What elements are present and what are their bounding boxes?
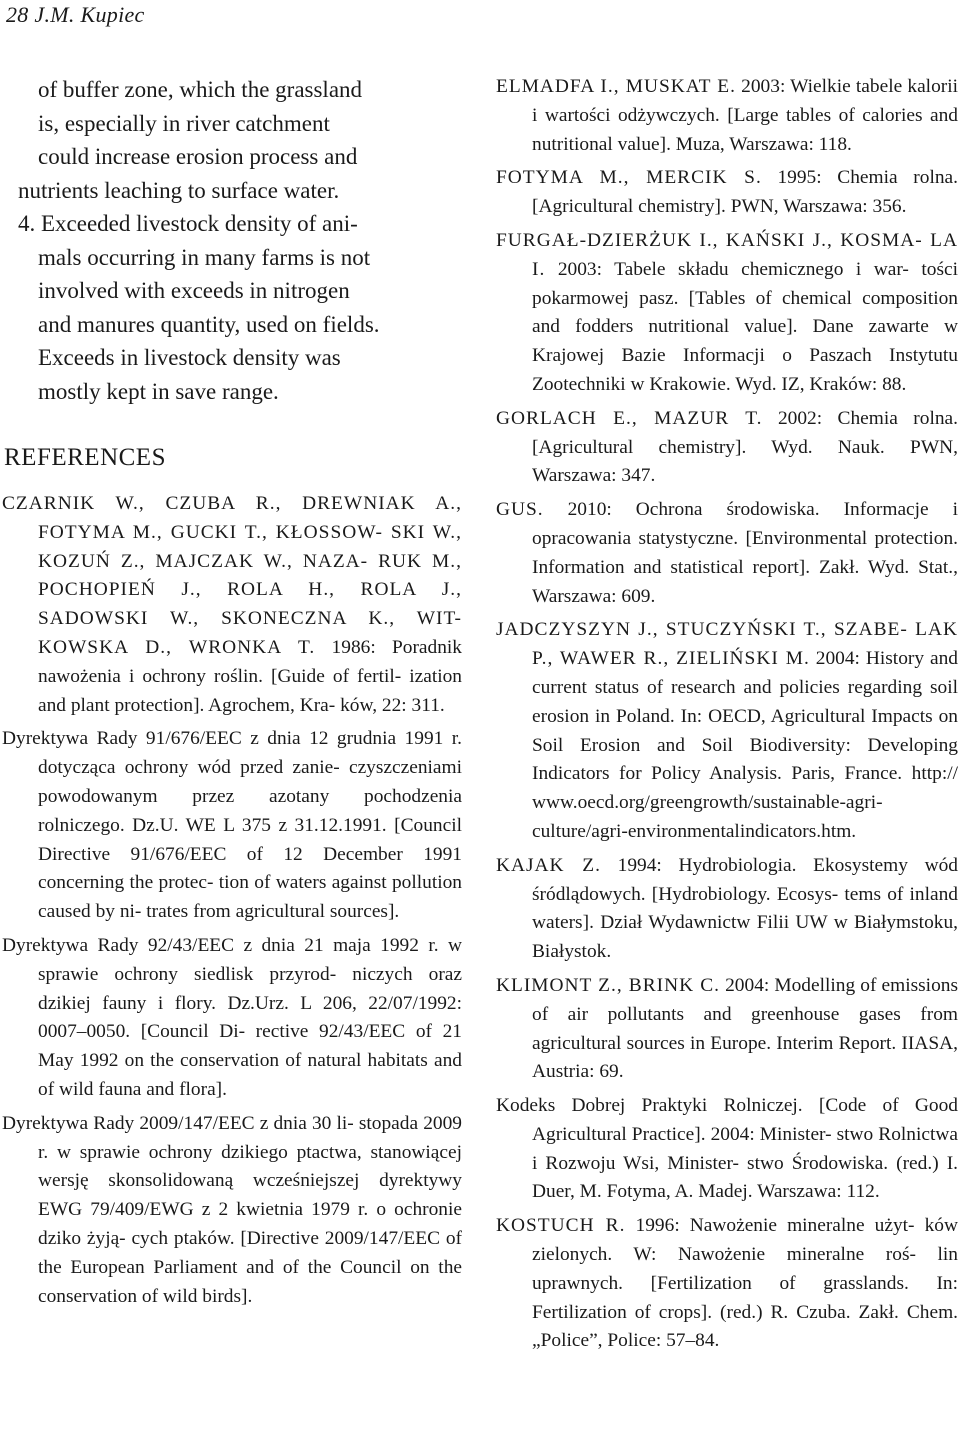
reference-authors: JADCZYSZYN J., STUCZYŃSKI T., SZABE- LAK P., WAWER R., ZIELIŃSKI M. xyxy=(496,619,958,670)
reference-entry xyxy=(2,490,462,720)
reference-text: 1986: Poradnik nawożenia i ochrony roślin. [Guide of fertil- ization and plant protection]. Agrochem, Kra- ków, 22: 311. xyxy=(38,636,462,716)
reference-text: Dyrektywa Rady 2009/147/EEC z dnia 30 li- stopada 2009 r. w sprawie ochrony dzikiego ptactwa, stanowiącej wersję skonsolidowaną wcześniejszej dyrektywy EWG 79/409/EWG z 2 kwietnia 1979 r. o ochronie dziko żyją- cych ptaków. [Directive 2009/147/EEC of the European Parliament and of the Council on the conservation of wild birds]. xyxy=(2,1112,462,1307)
reference-entry xyxy=(496,496,958,611)
reference-entry xyxy=(2,932,462,1105)
reference-text: 1995: Chemia rolna. [Agricultural chemistry]. PWN, Warszawa: 356. xyxy=(532,167,958,218)
reference-text: 2003: Wielkie tabele kalorii i wartości odżywczych. [Large tables of calories and nutritional value]. Muza, Warszawa: 118. xyxy=(532,76,958,155)
reference-authors: FURGAŁ-DZIERŻUK I., KAŃSKI J., KOSMA- LA I. xyxy=(496,229,958,280)
reference-authors: GORLACH E., MAZUR T. xyxy=(496,407,763,429)
reference-text: 2010: Ochrona środowiska. Informacje i opracowania statystyczne. [Environmental protection. Information and statistical report]. Zakł. Wyd. Stat., Warszawa: 609. xyxy=(532,499,958,607)
reference-entry xyxy=(2,1110,462,1312)
reference-text: Dyrektywa Rady 91/676/EEC z dnia 12 grudnia 1991 r. dotycząca ochrony wód przed zanie- czyszczeniami powodowanym przez azotany pochodzenia rolniczego. Dz.U. WE L 375 z 31.12.1991. [Council Directive 91/676/EEC of 12 December 1991 concerning the protec- tion of waters against pollution caused by ni- trates from agricultural sources]. xyxy=(2,728,462,923)
reference-text: 2004: History and current status of research and policies regarding soil erosion in Poland. In: OECD, Agricultural Impacts on Soil Erosion and Soil Biodiversity: Developing Indicators for Policy Analysis. Paris, France. http:// www.oecd.org/greengrowth/sustainable-agri- culture/agri-environmentalindicators.htm. xyxy=(532,648,958,842)
reference-list-left xyxy=(0,490,470,1311)
reference-text: 2003: Tabele składu chemicznego i war- tości pokarmowej pasz. [Tables of chemical composition and fodders nutritional value]. Dane zawarte w Krajowej Bazie Informacji o Paszach Instytutu Zootechniki w Krakowie. Wyd. IZ, Kraków: 88. xyxy=(532,258,958,395)
text-line: mals occurring in many farms is not xyxy=(38,244,371,270)
reference-entry xyxy=(496,164,958,222)
text-line: is, especially in river catchment xyxy=(38,110,330,136)
reference-entry xyxy=(496,405,958,491)
reference-entry xyxy=(2,725,462,927)
reference-text: Kodeks Dobrej Praktyki Rolniczej. [Code of Good Agricultural Practice]. 2004: Minister- stwo Rolnictwa i Rozwoju Wsi, Minister- stwo Środowiska. (red.) I. Duer, M. Fotyma, A. Madej. Warszawa: 112. xyxy=(496,1095,958,1203)
references-heading: REFERENCES xyxy=(4,444,166,471)
left-column xyxy=(0,73,470,1316)
reference-entry xyxy=(496,852,958,967)
reference-entry xyxy=(496,616,958,846)
conclusion-text xyxy=(0,73,462,408)
text-line: of buffer zone, which the grassland xyxy=(38,77,363,102)
reference-entry xyxy=(496,73,958,159)
reference-list-right xyxy=(496,73,958,1356)
text-line: nutrients leaching to surface water. xyxy=(18,177,340,203)
text-line: could increase erosion process and xyxy=(38,144,358,169)
text-line: involved with exceeds in nitrogen xyxy=(38,278,350,303)
reference-entry xyxy=(496,1092,958,1207)
text-line: Exceeds in livestock density was xyxy=(38,345,341,370)
reference-text: 2004: Modelling of emissions of air pollutants and greenhouse gases from agricultural sources in Europe. Interim Report. IIASA, Austria: 69. xyxy=(532,974,959,1083)
reference-entry xyxy=(496,972,958,1087)
reference-authors: FOTYMA M., MERCIK S. xyxy=(496,167,762,189)
reference-text: 1994: Hydrobiologia. Ekosystemy wód śródlądowych. [Hydrobiology. Ecosys- tems of inland waters]. Dział Wydawnictw Filii UW w Białymstoku, Białystok. xyxy=(532,854,958,963)
reference-entry xyxy=(496,1212,958,1356)
reference-authors: CZARNIK W., CZUBA R., DREWNIAK A., FOTYMA M., GUCKI T., KŁOSSOW- SKI W., KOZUŃ Z., MAJCZAK W., NAZA- RUK M., POCHOPIEŃ J., ROLA H., ROLA J., SADOWSKI W., SKONECZNA K., WIT- KOWSKA D., WRONKA T. xyxy=(2,493,462,658)
text-line: mostly kept in save range. xyxy=(38,378,279,404)
reference-authors: KLIMONT Z., BRINK C. xyxy=(496,974,720,996)
text-line: and manures quantity, used on fields. xyxy=(38,311,380,337)
reference-text: 1996: Nawożenie mineralne użyt- ków zielonych. W: Nawożenie mineralne roś- lin uprawnych. [Fertilization of grasslands. In: Fertilization of crops]. (red.) R. Czuba. Zakł. Chem. „Police”, Police: 57–84. xyxy=(532,1215,958,1352)
reference-text: 2002: Chemia rolna. [Agricultural chemistry]. Wyd. Nauk. PWN, Warszawa: 347. xyxy=(532,407,958,487)
reference-authors: ELMADFA I., MUSKAT E. xyxy=(496,76,736,97)
reference-authors: KAJAK Z. xyxy=(496,854,601,876)
reference-authors: GUS. xyxy=(496,499,544,521)
reference-authors: KOSTUCH R. xyxy=(496,1215,626,1237)
reference-text: Dyrektywa Rady 92/43/EEC z dnia 21 maja 1992 r. w sprawie ochrony siedlisk przyrod- niczych oraz dzikiej fauny i flory. Dz.Urz. L 206, 22/07/1992: 0007–0050. [Council Di- rective 92/43/EEC of 21 May 1992 on the conservation of natural habitats and of wild fauna and flora]. xyxy=(2,934,462,1100)
text-line: 4. Exceeded livestock density of ani- xyxy=(18,211,358,236)
running-head: 28 J.M. Kupiec xyxy=(6,2,145,27)
right-column xyxy=(496,73,958,1361)
reference-entry xyxy=(496,227,958,400)
